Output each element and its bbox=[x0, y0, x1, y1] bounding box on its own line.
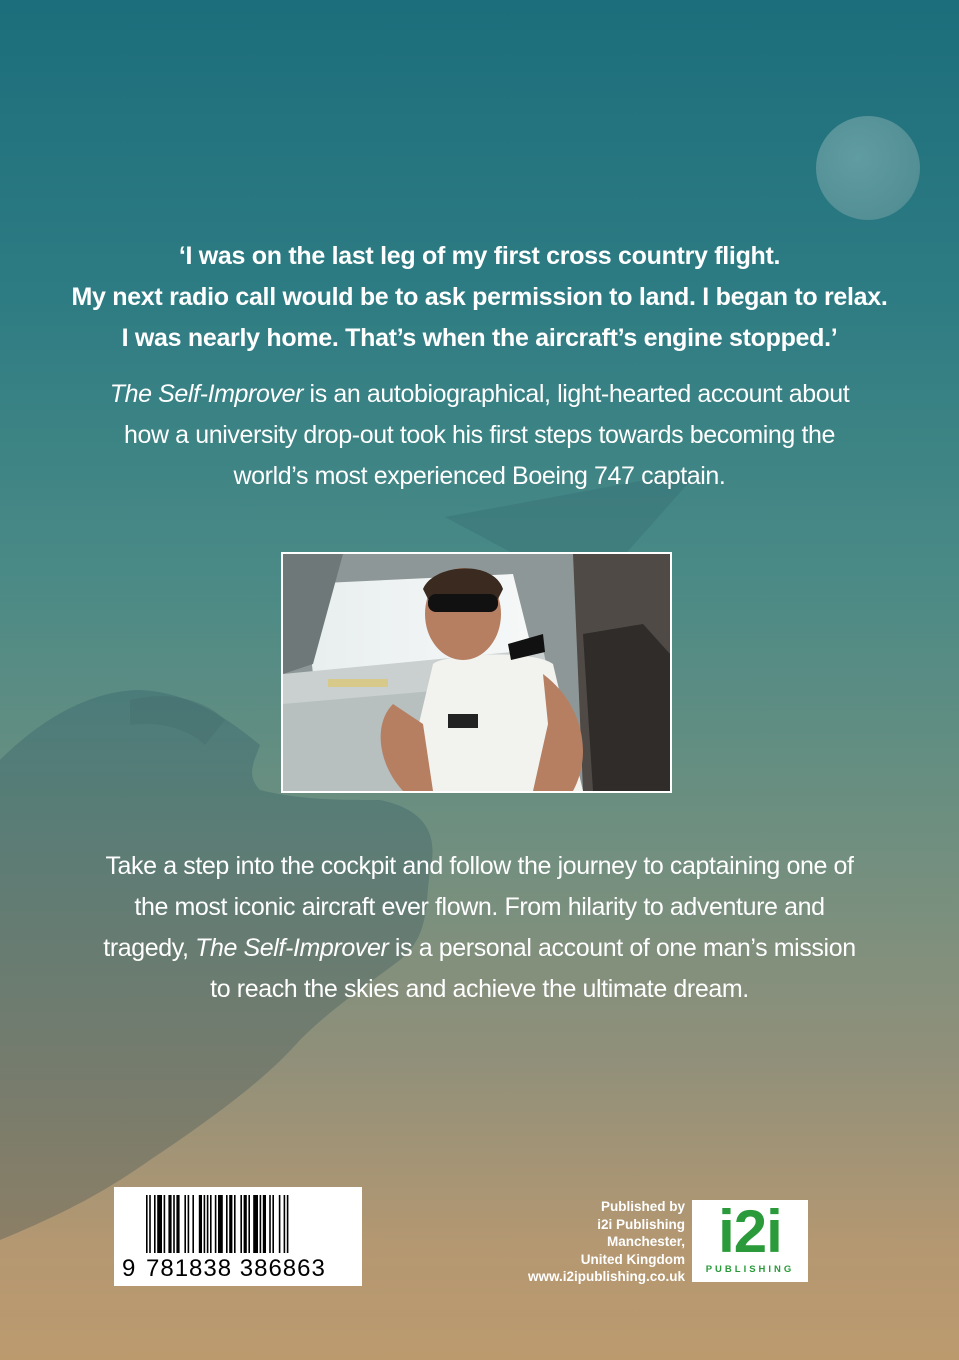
blurb-main bbox=[100, 846, 859, 1010]
publisher-line: Manchester, bbox=[606, 1234, 685, 1249]
publisher-line: Published by bbox=[600, 1199, 685, 1214]
quote-line: My next radio call would be to ask permission to land. I began to relax. bbox=[71, 283, 888, 311]
isbn-barcode bbox=[114, 1187, 362, 1286]
cockpit-photo-illustration bbox=[283, 554, 670, 791]
quote-line: ‘I was on the last leg of my first cross country flight. bbox=[178, 242, 781, 270]
moon bbox=[816, 116, 920, 220]
publisher-logo-mark: i2i bbox=[718, 1198, 782, 1265]
publisher-line: United Kingdom bbox=[580, 1251, 685, 1267]
author-photo bbox=[281, 552, 672, 793]
book-title: The Self-Improver bbox=[109, 380, 303, 408]
blurb-intro-text: is an autobiographical, light-hearted account about how a university drop-out took his first steps towards becoming the world’s most experienced Boeing 747 captain. bbox=[123, 380, 850, 490]
publisher-logo bbox=[692, 1200, 808, 1282]
blurb-intro bbox=[100, 374, 859, 497]
quote-line: I was nearly home. That’s when the aircraft’s engine stopped.’ bbox=[121, 324, 838, 352]
blurb-main-text-after: is a personal account of one man’s mission to reach the skies and achieve the ultimate dream. bbox=[210, 934, 856, 1003]
blurb-main-text-before: Take a step into the cockpit and follow the journey to captaining one of the most iconic aircraft ever flown. From hilarity to adventure and tragedy, bbox=[103, 852, 854, 962]
publisher-info bbox=[480, 1198, 685, 1286]
publisher-line: i2i Publishing bbox=[597, 1216, 685, 1232]
book-title-inline: The Self-Improver bbox=[195, 934, 389, 962]
barcode-digits: 781838 386863 bbox=[146, 1255, 326, 1282]
pull-quote bbox=[60, 236, 899, 359]
barcode-first-digit: 9 bbox=[122, 1255, 136, 1282]
publisher-logo-sub: PUBLISHING bbox=[705, 1264, 795, 1275]
publisher-website: www.i2ipublishing.co.uk bbox=[527, 1269, 685, 1284]
